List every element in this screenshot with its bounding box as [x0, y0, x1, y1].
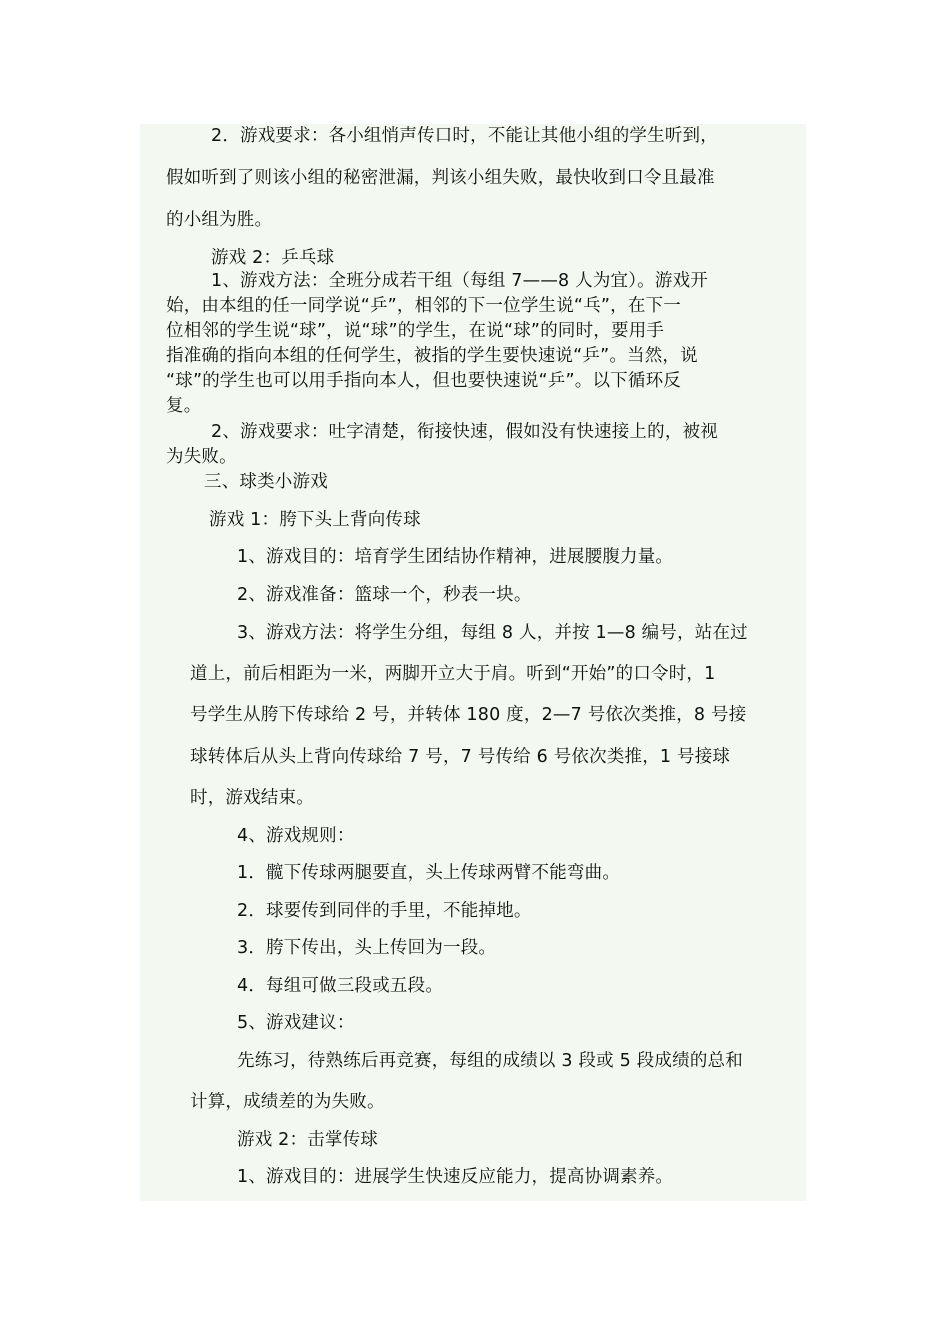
- text-line: 位相邻的学生说“球”，说“球”的学生，在说“球”的同时，要用手: [166, 321, 665, 341]
- text-line: 球转体后从头上背向传球给 7 号，7 号传给 6 号依次类推，1 号接球: [190, 747, 731, 767]
- text-line: 4．每组可做三段或五段。: [237, 976, 444, 996]
- text-line: 的小组为胜。: [166, 210, 273, 230]
- text-line: 假如听到了则该小组的秘密泄漏，判该小组失败，最快收到口令且最准: [166, 168, 715, 188]
- text-line: 2、游戏准备：篮球一个，秒表一块。: [237, 585, 532, 605]
- text-line: 5、游戏建议：: [237, 1013, 355, 1033]
- text-line: 道上，前后相距为一米，两脚开立大于肩。听到“开始”的口令时，1: [190, 664, 716, 684]
- text-line: 时，游戏结束。: [190, 788, 314, 808]
- text-line: 始，由本组的任一同学说“乒”，相邻的下一位学生说“乓”，在下一: [166, 296, 681, 316]
- text-line: 为失败。: [166, 447, 237, 467]
- text-line: 2．球要传到同伴的手里，不能掉地。: [237, 901, 532, 921]
- text-line: 3．胯下传出，头上传回为一段。: [237, 938, 497, 958]
- text-line: 计算，成绩差的为失败。: [190, 1092, 385, 1112]
- text-line: 2、游戏要求：吐字清楚，衔接快速，假如没有快速接上的，被视: [211, 422, 718, 442]
- text-line: 指准确的指向本组的任何学生，被指的学生要快速说“乒”。当然，说: [166, 346, 698, 366]
- text-line: 4、游戏规则：: [237, 826, 355, 846]
- text-line: 先练习，待熟练后再竞赛，每组的成绩以 3 段或 5 段成绩的总和: [237, 1051, 743, 1071]
- text-line: 1、游戏方法：全班分成若干组（每组 7——8 人为宜）。游戏开: [211, 271, 708, 291]
- text-heading: 游戏 2：击掌传球: [237, 1130, 378, 1150]
- text-line: 1、游戏目的：进展学生快速反应能力，提高协调素养。: [237, 1167, 674, 1187]
- text-line: 1、游戏目的：培育学生团结协作精神，进展腰腹力量。: [237, 547, 674, 567]
- text-heading: 游戏 1：胯下头上背向传球: [209, 510, 421, 530]
- text-heading: 游戏 2：乒乓球: [211, 248, 335, 268]
- text-line: 2．游戏要求：各小组悄声传口时，不能让其他小组的学生听到，: [211, 126, 718, 146]
- section-heading: 三、球类小游戏: [204, 472, 328, 492]
- text-line: 号学生从胯下传球给 2 号，并转体 180 度，2—7 号依次类推，8 号接: [190, 705, 747, 725]
- text-line: 复。: [166, 396, 202, 416]
- text-line: 3、游戏方法：将学生分组，每组 8 人，并按 1—8 编号，站在过: [237, 623, 748, 643]
- text-line: 1．髋下传球两腿要直，头上传球两臂不能弯曲。: [237, 863, 621, 883]
- text-line: “球”的学生也可以用手指向本人，但也要快速说“乒”。以下循环反: [166, 371, 681, 391]
